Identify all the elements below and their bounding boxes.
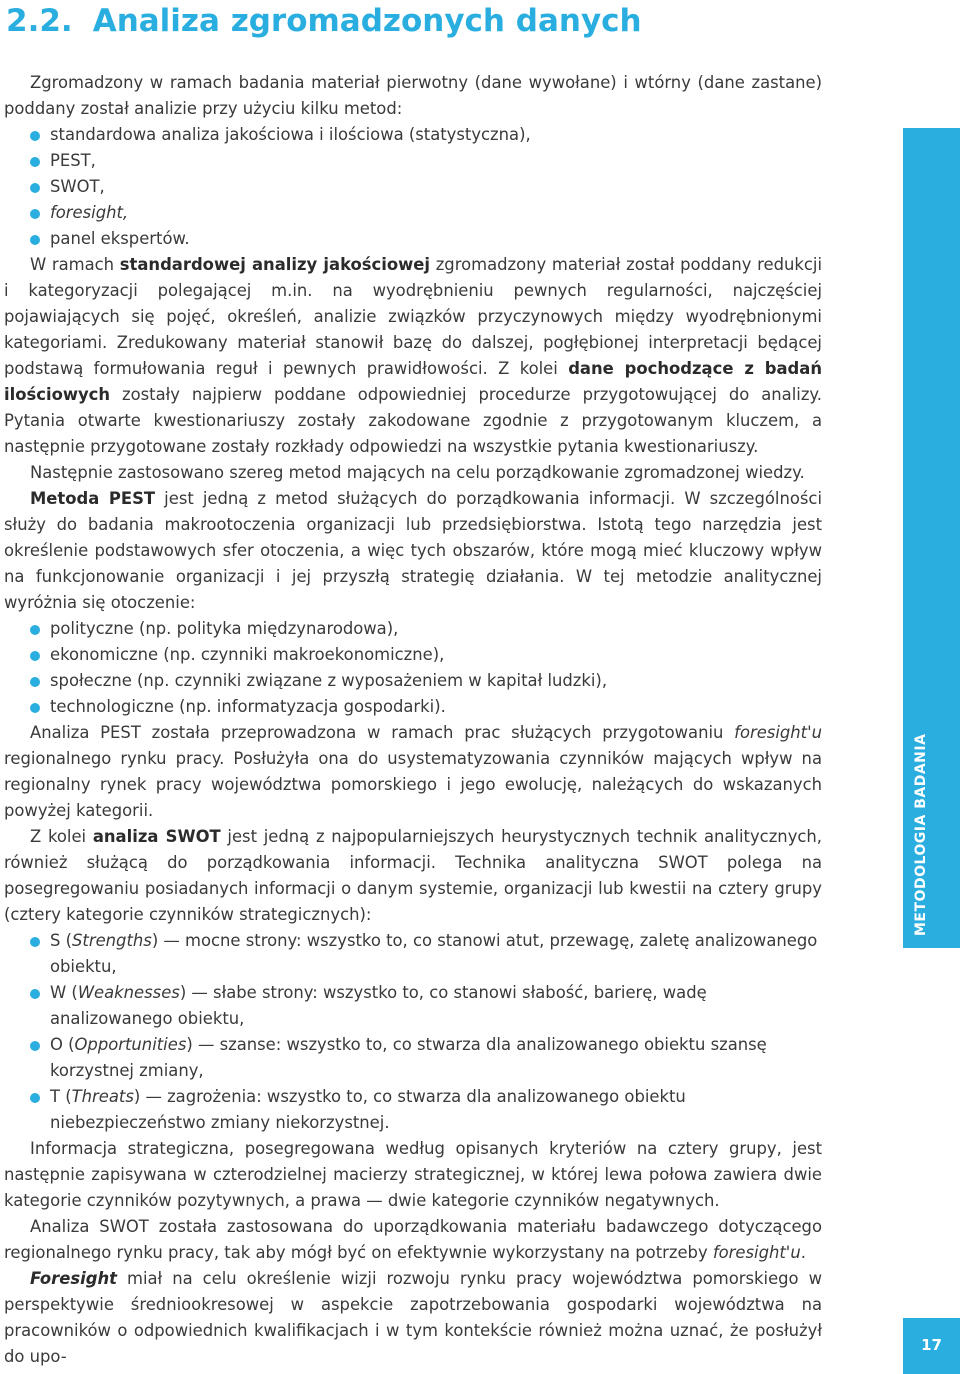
list-item: foresight,: [4, 200, 822, 226]
list-item: T (Threats) — zagrożenia: wszystko to, co stwarza dla analizowanego obiektu niebezpieczeństwo zmiany niekorzystnej.: [4, 1084, 822, 1136]
list-item: SWOT,: [4, 174, 822, 200]
list-item: PEST,: [4, 148, 822, 174]
strategic-info-paragraph: Informacja strategiczna, posegregowana według opisanych kryteriów na cztery grupy, jest następnie zapisywana w czterodzielnej macierzy strategicznej, w której lewa połowa zawiera dwie kategorie czynników pozytywnych, a prawa — dwie kategorie czynników negatywnych.: [4, 1139, 822, 1210]
next-methods-paragraph: Następnie zastosowano szereg metod mających na celu porządkowanie zgromadzonej wiedzy.: [30, 463, 805, 482]
list-item: ekonomiczne (np. czynniki makroekonomiczne),: [4, 642, 822, 668]
pest-paragraph: Metoda PEST jest jedną z metod służących do porządkowania informacji. W szczególności służy do badania makrootoczenia organizacji lub przedsiębiorstwa. Istotą tego narzędzia jest określenie podstawowych sfer otoczenia, a więc tych obszarów, które mogą mieć kluczowy wpływ na funkcjonowanie organizacji i jej przyszłą strategię działania. W tej metodzie analitycznej wyróżnia się otoczenie:: [4, 489, 822, 612]
list-item: standardowa analiza jakościowa i ilościowa (statystyczna),: [4, 122, 822, 148]
page-number: 17: [921, 1336, 942, 1354]
swot-paragraph: Z kolei analiza SWOT jest jedną z najpopularniejszych heurystycznych technik analitycznych, również służącą do porządkowania informacji. Technika analityczna SWOT polega na posegregowaniu posiadanych informacji o danym systemie, organizacji lub kwestii na cztery grupy (cztery kategorie czynników strategicznych):: [4, 827, 823, 924]
swot-list: [4, 928, 822, 1136]
body-text: [4, 70, 822, 1370]
swot-applied-paragraph: Analiza SWOT została zastosowana do uporządkowania materiału badawczego dotyczącego regionalnego rynku pracy, tak aby mógł być on efektywnie wykorzystany na potrzeby foresight'u.: [4, 1217, 822, 1262]
section-number: 2.2.: [6, 3, 73, 39]
list-item: W (Weaknesses) — słabe strony: wszystko to, co stanowi słabość, barierę, wadę analizowanego obiektu,: [4, 980, 822, 1032]
list-item: S (Strengths) — mocne strony: wszystko to, co stanowi atut, przewagę, zaletę analizowanego obiektu,: [4, 928, 822, 980]
list-item: O (Opportunities) — szanse: wszystko to, co stwarza dla analizowanego obiektu szansę korzystnej zmiany,: [4, 1032, 822, 1084]
list-item: technologiczne (np. informatyzacja gospodarki).: [4, 694, 822, 720]
list-item: polityczne (np. polityka międzynarodowa),: [4, 616, 822, 642]
sidebar-tab: [903, 128, 960, 948]
pest-after-paragraph: Analiza PEST została przeprowadzona w ramach prac służących przygotowaniu foresight'u regionalnego rynku pracy. Posłużyła ona do usystematyzowania czynników mających wpływ na regionalny rynek pracy województwa pomorskiego i jego ewolucję, należących do wskazanych powyżej kategorii.: [4, 723, 822, 820]
methods-list: [4, 122, 822, 252]
list-item: społeczne (np. czynniki związane z wyposażeniem w kapitał ludzki),: [4, 668, 822, 694]
qualitative-paragraph: W ramach standardowej analizy jakościowej zgromadzony materiał został poddany redukcji i kategoryzacji polegającej m.in. na wyodrębnieniu pewnych regularności, najczęściej pojawiających się pojęć, określeń, analizie związków przyczynowych między wyodrębnionymi kategoriami. Zredukowany materiał stanowił bazę do dalszej, pogłębionej interpretacji będącej podstawą formułowania reguł i pewnych prawidłowości. Z kolei dane pochodzące z badań ilościowych zostały najpierw poddane odpowiedniej procedurze przygotowującej do analizy. Pytania otwarte kwestionariuszy zostały zakodowane zgodnie z przygotowanym kluczem, a następnie przygotowane zostały rozkłady odpowiedzi na wszystkie pytania kwestionariuszy.: [4, 255, 822, 456]
section-title: Analiza zgromadzonych danych: [92, 3, 642, 39]
sidebar-label: METODOLOGIA BADANIA: [913, 733, 929, 936]
pest-list: [4, 616, 822, 720]
list-item: panel ekspertów.: [4, 226, 822, 252]
intro-paragraph: Zgromadzony w ramach badania materiał pierwotny (dane wywołane) i wtórny (dane zastane) poddany został analizie przy użyciu kilku metod:: [4, 73, 822, 118]
foresight-paragraph: Foresight miał na celu określenie wizji rozwoju rynku pracy województwa pomorskiego w perspektywie średniookresowej w aspekcie zapotrzebowania gospodarki województwa na pracowników o odpowiednich kwalifikacjach i w tym kontekście również można uznać, że posłużył do upo-: [4, 1269, 822, 1366]
section-heading: [6, 1, 642, 41]
page-number-box: [903, 1318, 960, 1374]
